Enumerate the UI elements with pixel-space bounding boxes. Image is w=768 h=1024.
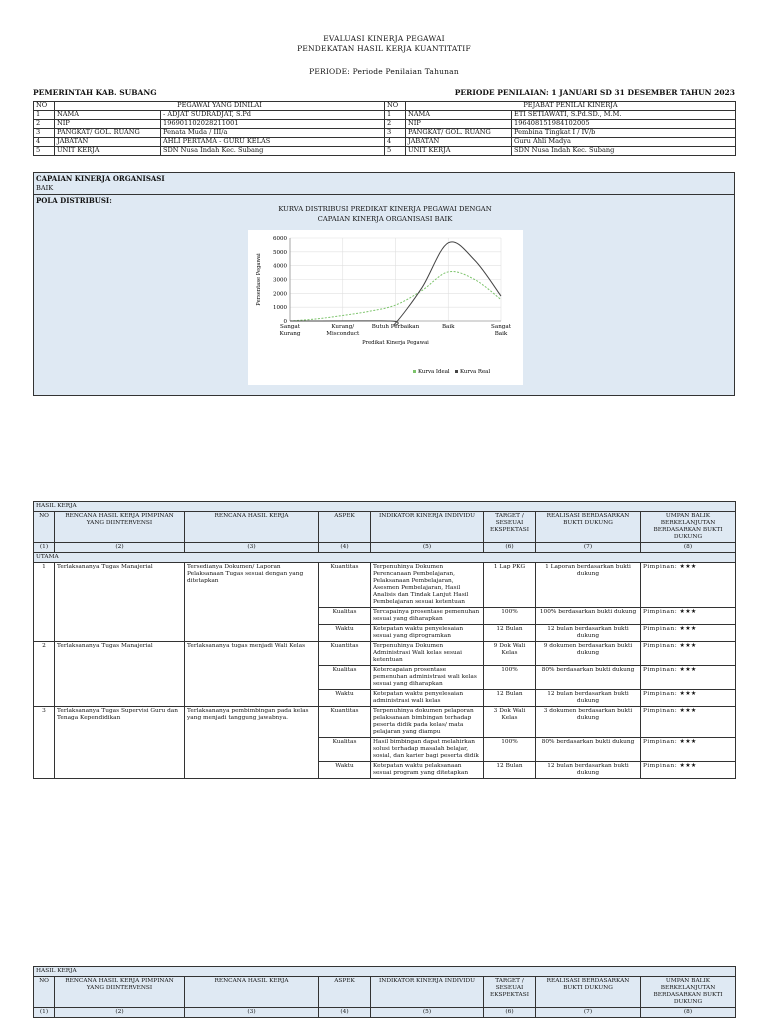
pejabat-value: Guru Ahli Madya: [512, 138, 736, 147]
indikator-cell: Tercapainya prosentase pemenuhan sesuai yang diharapkan: [371, 608, 484, 625]
column-number: (6): [484, 543, 536, 553]
column-number: (2): [55, 1008, 185, 1018]
legend-label: Kurva Ideal: [418, 369, 450, 375]
column-header: RENCANA HASIL KERJA: [185, 977, 319, 1008]
indikator-cell: Ketepatan waktu penyelesaian administrasi wali kelas: [371, 690, 484, 707]
target-cell: 12 Bulan: [484, 762, 536, 779]
row-no: 1: [385, 111, 406, 120]
x-tick-label: Baik: [494, 331, 508, 337]
row-label: UNIT KERJA: [406, 147, 512, 156]
row-no: 2: [385, 120, 406, 129]
aspek-cell: Kualitas: [319, 608, 371, 625]
column-number: (2): [55, 543, 185, 553]
aspek-cell: Waktu: [319, 625, 371, 642]
rencana-pimpinan: Terlaksananya Tugas Supervisi Guru dan Tenaga Kependidikan: [55, 707, 185, 779]
hasil-kerja-title: HASIL KERJA: [34, 502, 736, 512]
column-number: (3): [185, 543, 319, 553]
pegawai-value: SDN Nusa Indah Kec. Subang: [161, 147, 385, 156]
employee-row: [34, 147, 736, 156]
x-tick-label: Butuh Perbaikan: [371, 324, 420, 330]
row-label: NIP: [55, 120, 161, 129]
target-cell: 100%: [484, 608, 536, 625]
pegawai-value: 196901102028211001: [161, 120, 385, 129]
employee-row: [34, 111, 736, 120]
rencana-hasil-kerja: Terlaksananya pembimbingan pada kelas yang menjadi tanggung jawabnya.: [185, 707, 319, 779]
table-row: [34, 707, 736, 738]
umpan-balik-cell: Pimpinan: ★★★: [641, 762, 736, 779]
y-tick-label: 2000: [273, 291, 287, 298]
hasil-kerja-title: HASIL KERJA: [34, 967, 736, 977]
indikator-cell: Terpenuhinya Dokumen Administrasi Wali kelas sesuai ketentuan: [371, 642, 484, 666]
hasil-kerja-title-row: [34, 967, 736, 977]
row-no: 5: [34, 147, 55, 156]
doc-subtitle: PENDEKATAN HASIL KERJA KUANTITATIF: [297, 44, 471, 53]
org-performance-panel: [33, 172, 735, 396]
row-label: PANGKAT/ GOL. RUANG: [406, 129, 512, 138]
realisasi-cell: 9 dokumen berdasarkan bukti dukung: [536, 642, 641, 666]
realisasi-cell: 80% berdasarkan bukti dukung: [536, 666, 641, 690]
hasil-kerja-table-page2: [33, 966, 736, 1018]
x-axis-label: Predikat Kinerja Pegawai: [362, 340, 429, 346]
pegawai-header: PEGAWAI YANG DINILAI: [55, 102, 385, 111]
hasil-kerja-header-row: [34, 977, 736, 1008]
row-no: 5: [385, 147, 406, 156]
indikator-cell: Hasil bimbingan dapat melahirkan solusi terhadap masalah belajar, sosial, dan karier bagi peserta didik: [371, 738, 484, 762]
hasil-kerja-table: [33, 501, 736, 779]
x-tick-label: Misconduct: [326, 331, 360, 337]
row-label: NIP: [406, 120, 512, 129]
indikator-cell: Ketercapaian prosentase pemenuhan administrasi wali kelas sesuai yang diharapkan: [371, 666, 484, 690]
row-label: NAMA: [55, 111, 161, 120]
umpan-balik-cell: Pimpinan: ★★★: [641, 625, 736, 642]
umpan-balik-cell: Pimpinan: ★★★: [641, 690, 736, 707]
target-cell: 9 Dok Wali Kelas: [484, 642, 536, 666]
y-tick-label: 3000: [273, 277, 287, 284]
column-header: NO: [34, 977, 55, 1008]
rencana-pimpinan: Terlaksananya Tugas Manajerial: [55, 563, 185, 642]
legend-swatch: [413, 370, 416, 373]
row-no: 4: [34, 138, 55, 147]
rencana-hasil-kerja: Terlaksananya tugas menjadi Wali Kelas: [185, 642, 319, 707]
column-header: TARGET / SESEUAI EKSPEKTASI: [484, 512, 536, 543]
employee-table: [33, 101, 736, 156]
column-header: RENCANA HASIL KERJA PIMPINAN YANG DIINTERVENSI: [55, 977, 185, 1008]
umpan-balik-cell: Pimpinan: ★★★: [641, 707, 736, 738]
row-no: 2: [34, 120, 55, 129]
column-header: ASPEK: [319, 512, 371, 543]
pegawai-value: Penata Muda / III/a: [161, 129, 385, 138]
column-number: (7): [536, 1008, 641, 1018]
row-no: 3: [385, 129, 406, 138]
target-cell: 12 Bulan: [484, 690, 536, 707]
column-number-row: [34, 543, 736, 553]
column-header: NO: [34, 512, 55, 543]
doc-period: PERIODE: Periode Penilaian Tahunan: [309, 67, 459, 76]
pejabat-value: SDN Nusa Indah Kec. Subang: [512, 147, 736, 156]
group-no: 2: [34, 642, 55, 707]
x-tick-label: Sangat: [491, 324, 511, 330]
indikator-cell: Ketepatan waktu pelaksanaan sesuai program yang ditetapkan: [371, 762, 484, 779]
column-number: (1): [34, 1008, 55, 1018]
column-header: UMPAN BALIK BERKELANJUTAN BERDASARKAN BUKTI DUKUNG: [641, 512, 736, 543]
pegawai-value: - ADJAT SUDRADJAT, S.Pd: [161, 111, 385, 120]
target-cell: 100%: [484, 738, 536, 762]
chart-title-line1: KURVA DISTRIBUSI PREDIKAT KINERJA PEGAWAI DENGAN: [278, 205, 492, 213]
column-header: REALISASI BERDASARKAN BUKTI DUKUNG: [536, 512, 641, 543]
chart-title-line2: CAPAIAN KINERJA ORGANISASI BAIK: [317, 215, 453, 223]
section-row: [34, 553, 736, 563]
column-number: (5): [371, 543, 484, 553]
column-header: REALISASI BERDASARKAN BUKTI DUKUNG: [536, 977, 641, 1008]
column-number: (7): [536, 543, 641, 553]
aspek-cell: Waktu: [319, 762, 371, 779]
aspek-cell: Waktu: [319, 690, 371, 707]
row-label: JABATAN: [55, 138, 161, 147]
target-cell: 1 Lap PKG: [484, 563, 536, 608]
legend-label: Kurva Real: [460, 369, 491, 375]
x-tick-label: Kurang: [279, 331, 301, 337]
column-header: TARGET / SESEUAI EKSPEKTASI: [484, 977, 536, 1008]
pejabat-value: Pembina Tingkat I / IV/b: [512, 129, 736, 138]
target-cell: 12 Bulan: [484, 625, 536, 642]
employee-table-header: [34, 102, 736, 111]
row-no: 3: [34, 129, 55, 138]
target-cell: 100%: [484, 666, 536, 690]
column-header: INDIKATOR KINERJA INDIVIDU: [371, 512, 484, 543]
row-no: 1: [34, 111, 55, 120]
employee-row: [34, 138, 736, 147]
column-number: (3): [185, 1008, 319, 1018]
umpan-balik-cell: Pimpinan: ★★★: [641, 608, 736, 625]
column-number: (8): [641, 543, 736, 553]
table-row: [34, 642, 736, 666]
y-tick-label: 5000: [273, 249, 287, 256]
group-no: 1: [34, 563, 55, 642]
no-header: NO: [34, 102, 55, 111]
org-title: CAPAIAN KINERJA ORGANISASI: [36, 174, 165, 183]
row-label: PANGKAT/ GOL. RUANG: [55, 129, 161, 138]
realisasi-cell: 1 Laporan berdasarkan bukti dukung: [536, 563, 641, 608]
column-header: UMPAN BALIK BERKELANJUTAN BERDASARKAN BUKTI DUKUNG: [641, 977, 736, 1008]
aspek-cell: Kuantitas: [319, 563, 371, 608]
y-tick-label: 0: [283, 319, 287, 325]
column-header: RENCANA HASIL KERJA: [185, 512, 319, 543]
y-tick-label: 4000: [273, 263, 287, 270]
row-no: 4: [385, 138, 406, 147]
table-row: [34, 563, 736, 608]
indikator-cell: Terpenuhinya dokumen pelaporan pelaksanaan bimbingan terhadap peserta didik pada kelas/ mata pelajaran yang diampu: [371, 707, 484, 738]
indikator-cell: Terpenuhinya Dokumen Perencanaan Pembelajaran, Pelaksanaan Pembelajaran, Asesmen Pembelajaran, Hasil Analisis dan Tindak Lanjut Hasil Pembelajaran sesuai ketentuan: [371, 563, 484, 608]
aspek-cell: Kualitas: [319, 666, 371, 690]
no-header: NO: [385, 102, 406, 111]
employee-row: [34, 129, 736, 138]
row-label: JABATAN: [406, 138, 512, 147]
distribution-chart: [248, 230, 523, 385]
column-number: (1): [34, 543, 55, 553]
realisasi-cell: 100% berdasarkan bukti dukung: [536, 608, 641, 625]
x-tick-label: Baik: [441, 324, 455, 330]
realisasi-cell: 12 bulan berdasarkan bukti dukung: [536, 690, 641, 707]
pejabat-value: ETI SETIAWATI, S.Pd.SD., M.M.: [512, 111, 736, 120]
y-tick-label: 1000: [273, 305, 287, 312]
rencana-hasil-kerja: Tersedianya Dokumen/ Laporan Pelaksanaan Tugas sesuai dengan yang ditetapkan: [185, 563, 319, 642]
aspek-cell: Kualitas: [319, 738, 371, 762]
group-no: 3: [34, 707, 55, 779]
column-header: ASPEK: [319, 977, 371, 1008]
umpan-balik-cell: Pimpinan: ★★★: [641, 738, 736, 762]
column-number: (5): [371, 1008, 484, 1018]
realisasi-cell: 80% berdasarkan bukti dukung: [536, 738, 641, 762]
y-tick-label: 6000: [273, 236, 287, 242]
column-header: RENCANA HASIL KERJA PIMPINAN YANG DIINTERVENSI: [55, 512, 185, 543]
column-number: (8): [641, 1008, 736, 1018]
pejabat-header: PEJABAT PENILAI KINERJA: [406, 102, 736, 111]
doc-title: EVALUASI KINERJA PEGAWAI: [323, 34, 445, 43]
pola-distribusi-label: POLA DISTRIBUSI:: [36, 196, 112, 205]
aspek-cell: Kuantitas: [319, 642, 371, 666]
row-label: NAMA: [406, 111, 512, 120]
column-number-row: [34, 1008, 736, 1018]
x-tick-label: Sangat: [280, 324, 300, 330]
column-header: INDIKATOR KINERJA INDIVIDU: [371, 977, 484, 1008]
org-value: BAIK: [34, 184, 734, 195]
distribution-chart-svg: [248, 230, 523, 385]
pegawai-value: AHLI PERTAMA - GURU KELAS: [161, 138, 385, 147]
umpan-balik-cell: Pimpinan: ★★★: [641, 563, 736, 608]
section-label: UTAMA: [34, 553, 736, 563]
pejabat-value: 196408151984102005: [512, 120, 736, 129]
hasil-kerja-title-row: [34, 502, 736, 512]
rencana-pimpinan: Terlaksananya Tugas Manajerial: [55, 642, 185, 707]
row-label: UNIT KERJA: [55, 147, 161, 156]
hasil-kerja-header-row: [34, 512, 736, 543]
target-cell: 3 Dok Wali Kelas: [484, 707, 536, 738]
aspek-cell: Kuantitas: [319, 707, 371, 738]
umpan-balik-cell: Pimpinan: ★★★: [641, 666, 736, 690]
umpan-balik-cell: Pimpinan: ★★★: [641, 642, 736, 666]
realisasi-cell: 3 dokumen berdasarkan bukti dukung: [536, 707, 641, 738]
x-tick-label: Kurang/: [331, 324, 355, 330]
column-number: (6): [484, 1008, 536, 1018]
realisasi-cell: 12 bulan berdasarkan bukti dukung: [536, 625, 641, 642]
indikator-cell: Ketepatan waktu penyelesaian sesuai yang diprogramkan: [371, 625, 484, 642]
periode-penilaian-label: PERIODE PENILAIAN: 1 JANUARI SD 31 DESEMBER TAHUN 2023: [454, 88, 735, 97]
realisasi-cell: 12 bulan berdasarkan bukti dukung: [536, 762, 641, 779]
pemerintah-label: PEMERINTAH KAB. SUBANG: [33, 88, 157, 97]
y-axis-label: Persentase Pegawai: [256, 253, 262, 306]
column-number: (4): [319, 1008, 371, 1018]
column-number: (4): [319, 543, 371, 553]
legend-swatch: [455, 370, 458, 373]
